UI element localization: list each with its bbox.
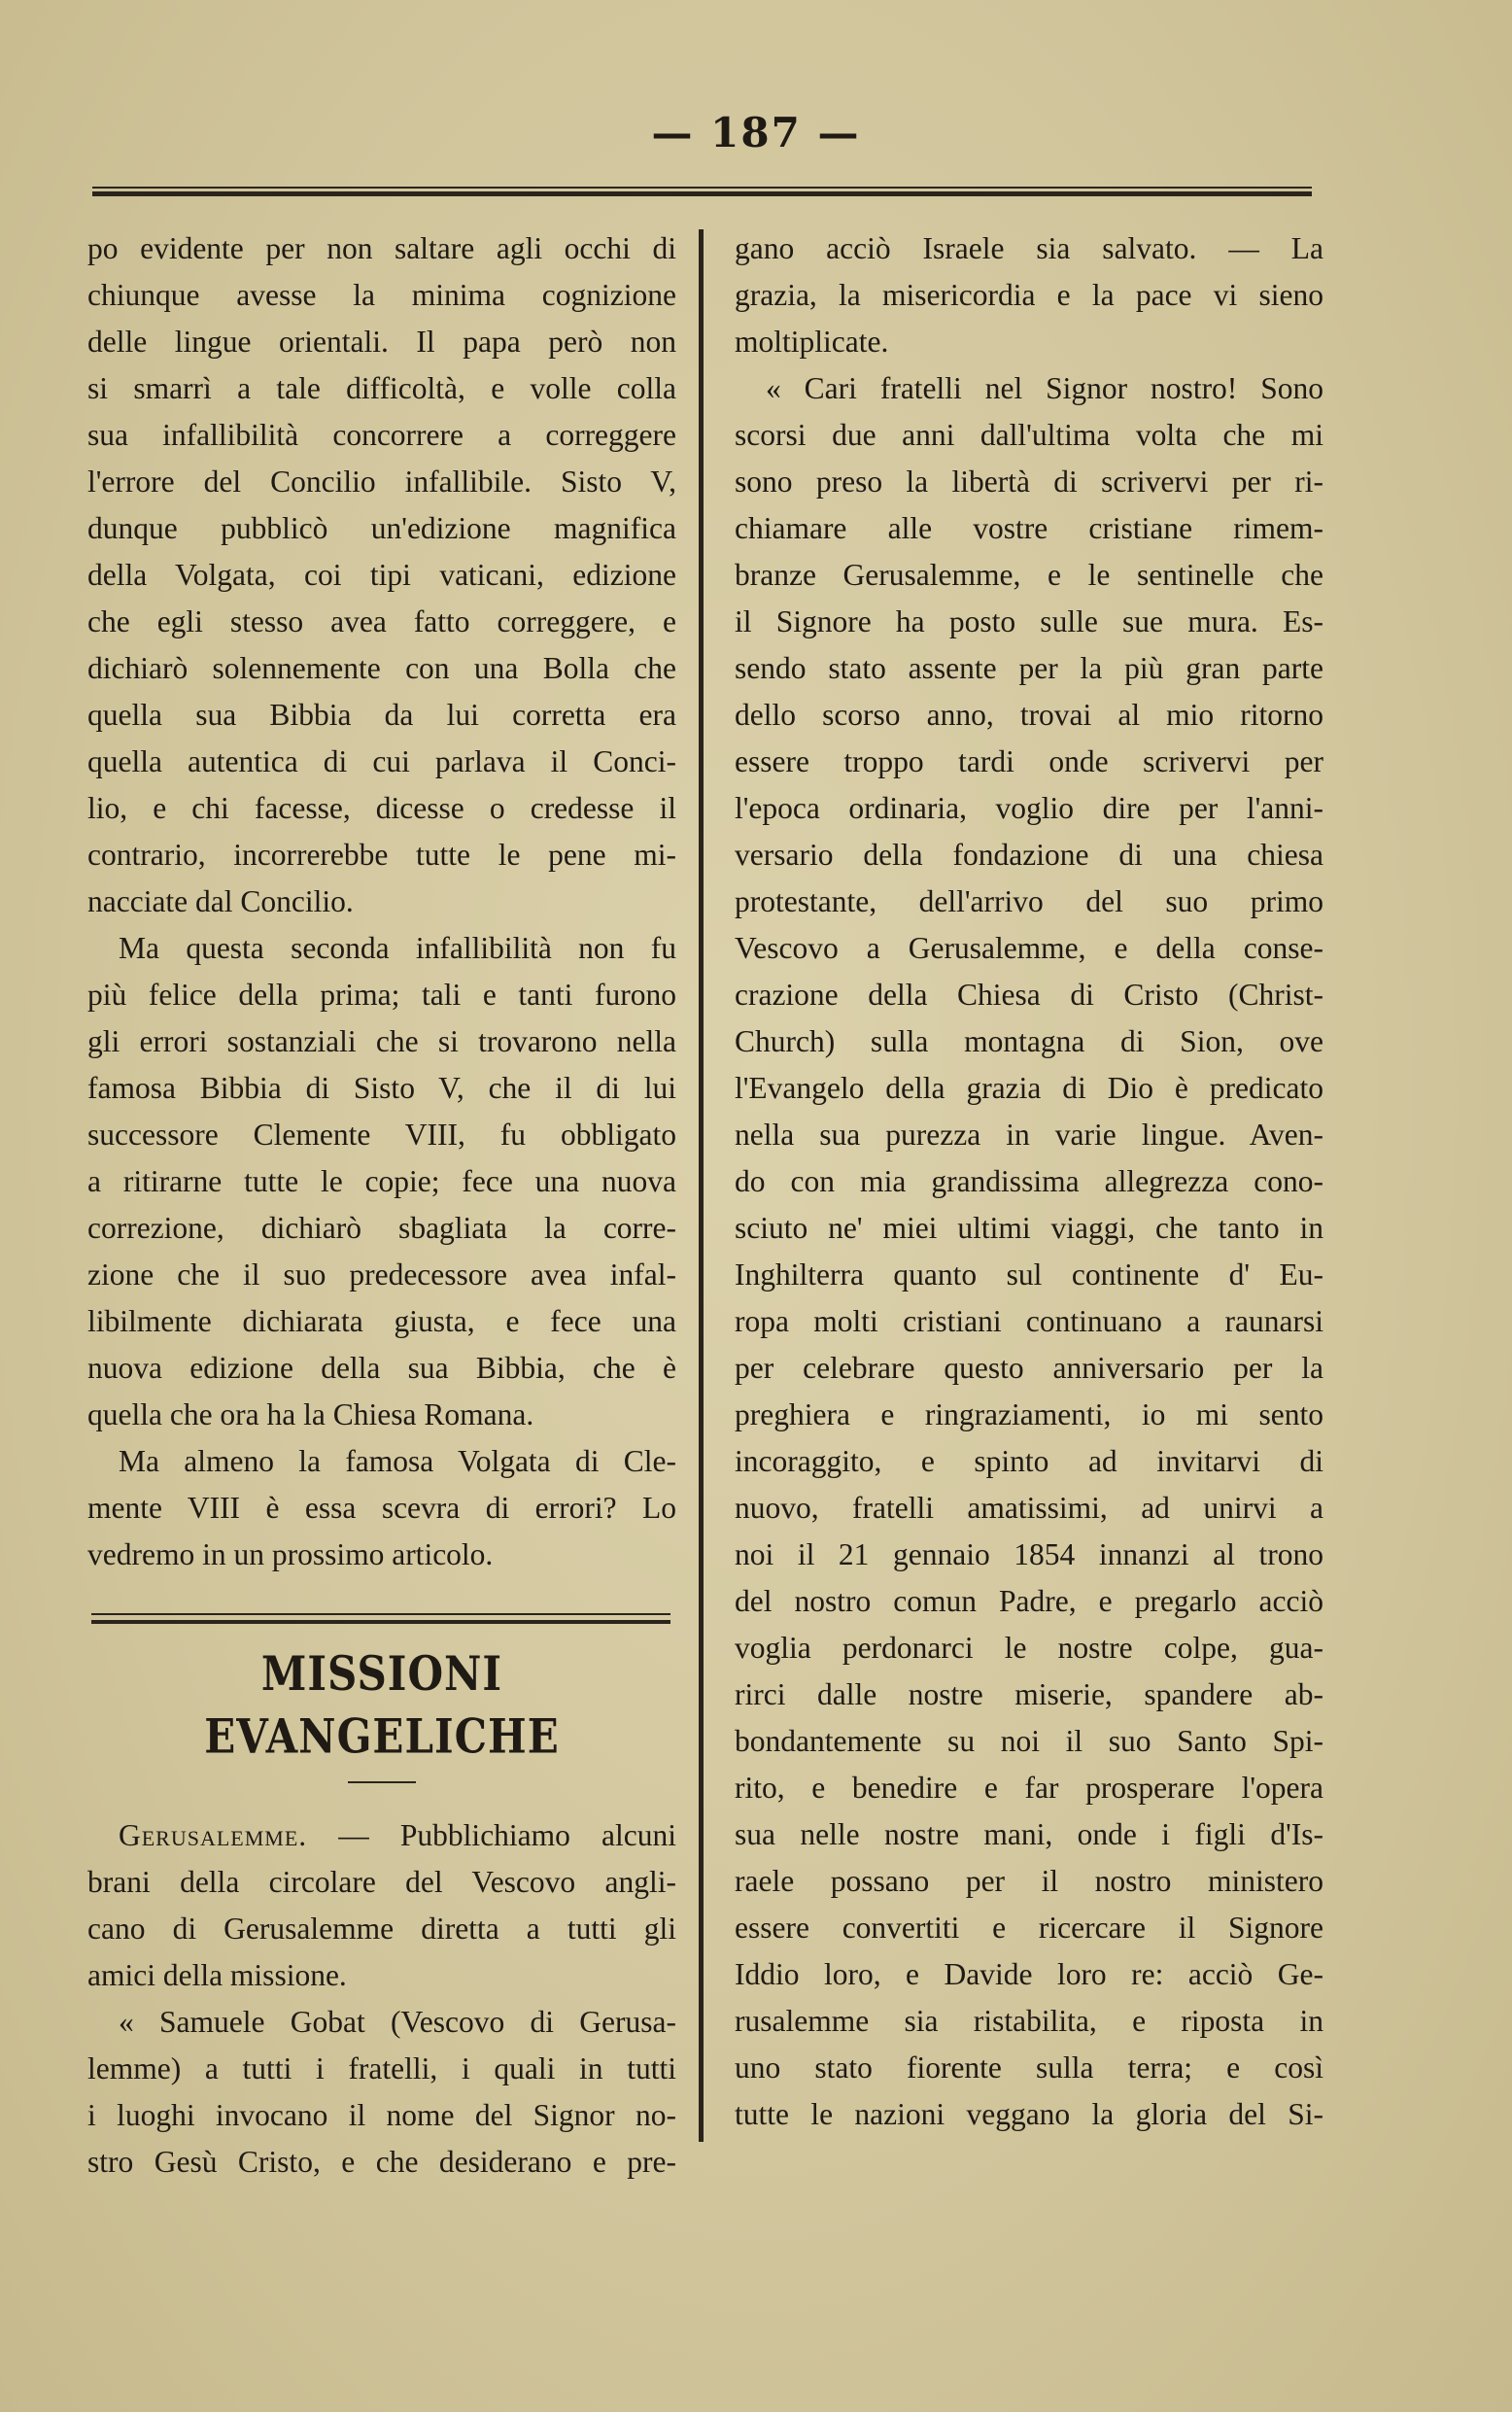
- text-line: branze Gerusalemme, e le sentinelle che: [735, 558, 1323, 592]
- text-line: chiunque avesse la minima cognizione: [87, 278, 676, 312]
- text-line: nuova edizione della sua Bibbia, che è: [87, 1351, 676, 1385]
- title-dash: [348, 1781, 416, 1783]
- text-line: i luoghi invocano il nome del Signor no-: [87, 2098, 676, 2132]
- text-line: lio, e chi facesse, dicesse o credesse il: [87, 791, 676, 825]
- text-line: moltiplicate.: [735, 325, 889, 359]
- text-line: tutte le nazioni veggano la gloria del Si-: [735, 2097, 1323, 2131]
- text-line: scorsi due anni dall'ultima volta che mi: [735, 418, 1323, 452]
- text-line: versario della fondazione di una chiesa: [735, 838, 1323, 872]
- text-line: gli errori sostanziali che si trovarono nella: [87, 1024, 676, 1058]
- text-line: sciuto ne' miei ultimi viaggi, che tanto in: [735, 1211, 1323, 1245]
- text-line: sua nelle nostre mani, onde i figli d'Is-: [735, 1817, 1323, 1851]
- text-line: stro Gesù Cristo, e che desiderano e pre-: [87, 2145, 676, 2179]
- text-line: mente VIII è essa scevra di errori? Lo: [87, 1491, 676, 1525]
- text-line: dello scorso anno, trovai al mio ritorno: [735, 698, 1323, 732]
- left-column: [87, 225, 676, 2186]
- text-line: del nostro comun Padre, e pregarlo acciò: [735, 1584, 1323, 1618]
- text-line: quella autentica di cui parlava il Conci-: [87, 744, 676, 778]
- right-paragraph-1: [735, 225, 1323, 365]
- text-line: Ma almeno la famosa Volgata di Cle-: [119, 1444, 676, 1478]
- text-line: [87, 1812, 676, 1859]
- section-rule: [91, 1613, 670, 1624]
- column-divider: [699, 229, 704, 2142]
- text-line: « Samuele Gobat (Vescovo di Gerusa-: [119, 2005, 676, 2039]
- text-line: rirci dalle nostre miserie, spandere ab-: [735, 1677, 1323, 1711]
- text-line: « Cari fratelli nel Signor nostro! Sono: [766, 371, 1323, 405]
- text-line: Iddio loro, e Davide loro re: acciò Ge-: [735, 1957, 1323, 1991]
- text-line: raele possano per il nostro ministero: [735, 1864, 1323, 1898]
- text-line: preghiera e ringraziamenti, io mi sento: [735, 1397, 1323, 1431]
- text-line: correzione, dichiarò sbagliata la corre-: [87, 1211, 676, 1245]
- text-line: l'errore del Concilio infallibile. Sisto V,: [87, 465, 676, 499]
- text-line: delle lingue orientali. Il papa però non: [87, 325, 676, 359]
- text-line: il Signore ha posto sulle sue mura. Es-: [735, 604, 1323, 638]
- text-line: protestante, dell'arrivo del suo primo: [735, 884, 1323, 918]
- text-line: Vescovo a Gerusalemme, e della conse-: [735, 931, 1323, 965]
- text-line: vedremo in un prossimo articolo.: [87, 1537, 494, 1571]
- text-line: chiamare alle vostre cristiane rimem-: [735, 511, 1323, 545]
- section-title: MISSIONI EVANGELICHE: [204, 1646, 560, 1764]
- text-line: ropa molti cristiani continuano a raunarsi: [735, 1304, 1323, 1338]
- text-line: gano acciò Israele sia salvato. — La: [735, 231, 1323, 265]
- text-line: quella che ora ha la Chiesa Romana.: [87, 1397, 534, 1431]
- text-line: incoraggito, e spinto ad invitarvi di: [735, 1444, 1323, 1478]
- right-paragraph-2: [735, 365, 1323, 2138]
- text-line: a ritirarne tutte le copie; fece una nuova: [87, 1164, 676, 1198]
- text-line: nuovo, fratelli amatissimi, ad unirvi a: [735, 1491, 1323, 1525]
- left-paragraph-5: [87, 1999, 676, 2186]
- left-paragraph-2: [87, 925, 676, 1438]
- text-line: che egli stesso avea fatto correggere, e: [87, 604, 676, 638]
- text-line: grazia, la misericordia e la pace vi sieno: [735, 278, 1323, 312]
- page-number: — 187 —: [651, 109, 861, 156]
- text-line: l'epoca ordinaria, voglio dire per l'anni-: [735, 791, 1323, 825]
- text-line: più felice della prima; tali e tanti furono: [87, 978, 676, 1012]
- text-line: sendo stato assente per la più gran parte: [735, 651, 1323, 685]
- text-line: successore Clemente VIII, fu obbligato: [87, 1118, 676, 1152]
- text-line: Inghilterra quanto sul continente d' Eu-: [735, 1258, 1323, 1292]
- text-line: si smarrì a tale difficoltà, e volle colla: [87, 371, 676, 405]
- text-line: contrario, incorrerebbe tutte le pene mi-: [87, 838, 676, 872]
- text-line: amici della missione.: [87, 1958, 347, 1992]
- left-paragraph-4: [87, 1812, 676, 1999]
- text-line: cano di Gerusalemme diretta a tutti gli: [87, 1912, 676, 1946]
- text-line: essere troppo tardi onde scrivervi per: [735, 744, 1323, 778]
- left-paragraph-3: [87, 1438, 676, 1578]
- text-line: nacciate dal Concilio.: [87, 884, 354, 918]
- text-line: sua infallibilità concorrere a correggere: [87, 418, 676, 452]
- text-line: libilmente dichiarata giusta, e fece una: [87, 1304, 676, 1338]
- text-line: della Volgata, coi tipi vaticani, edizione: [87, 558, 676, 592]
- text-line: brani della circolare del Vescovo angli-: [87, 1865, 676, 1899]
- text-line: lemme) a tutti i fratelli, i quali in tutti: [87, 2051, 676, 2085]
- text-line: rusalemme sia ristabilita, e riposta in: [735, 2004, 1323, 2038]
- text-line: Church) sulla montagna di Sion, ove: [735, 1024, 1323, 1058]
- text-line: do con mia grandissima allegrezza cono-: [735, 1164, 1323, 1198]
- text-line: noi il 21 gennaio 1854 innanzi al trono: [735, 1537, 1323, 1571]
- text-line: famosa Bibbia di Sisto V, che il di lui: [87, 1071, 676, 1105]
- text-line: voglia perdonarci le nostre colpe, gua-: [735, 1631, 1323, 1665]
- place-name: Gerusalemme.: [119, 1818, 308, 1852]
- text-line: essere convertiti e ricercare il Signore: [735, 1911, 1323, 1945]
- text-line: dichiarò solennemente con una Bolla che: [87, 651, 676, 685]
- text-line: nella sua purezza in varie lingue. Aven-: [735, 1118, 1323, 1152]
- right-column: [735, 225, 1323, 2138]
- text-line: Ma questa seconda infallibilità non fu: [119, 931, 676, 965]
- text-line: per celebrare questo anniversario per la: [735, 1351, 1323, 1385]
- text-line: crazione della Chiesa di Cristo (Christ-: [735, 978, 1323, 1012]
- text-line: quella sua Bibbia da lui corretta era: [87, 698, 676, 732]
- text-line: po evidente per non saltare agli occhi di: [87, 231, 676, 265]
- text-line: zione che il suo predecessore avea infal-: [87, 1258, 676, 1292]
- text-line: l'Evangelo della grazia di Dio è predicato: [735, 1071, 1323, 1105]
- text-line: dunque pubblicò un'edizione magnifica: [87, 511, 676, 545]
- top-rule: [92, 187, 1312, 196]
- text-line: sono preso la libertà di scrivervi per ri-: [735, 465, 1323, 499]
- text-line: rito, e benedire e far prosperare l'opera: [735, 1771, 1323, 1805]
- text-line: uno stato fiorente sulla terra; e così: [735, 2050, 1323, 2085]
- left-paragraph-1: [87, 225, 676, 925]
- text-line-rest: — Pubblichiamo alcuni: [307, 1818, 676, 1852]
- text-line: bondantemente su noi il suo Santo Spi-: [735, 1724, 1323, 1758]
